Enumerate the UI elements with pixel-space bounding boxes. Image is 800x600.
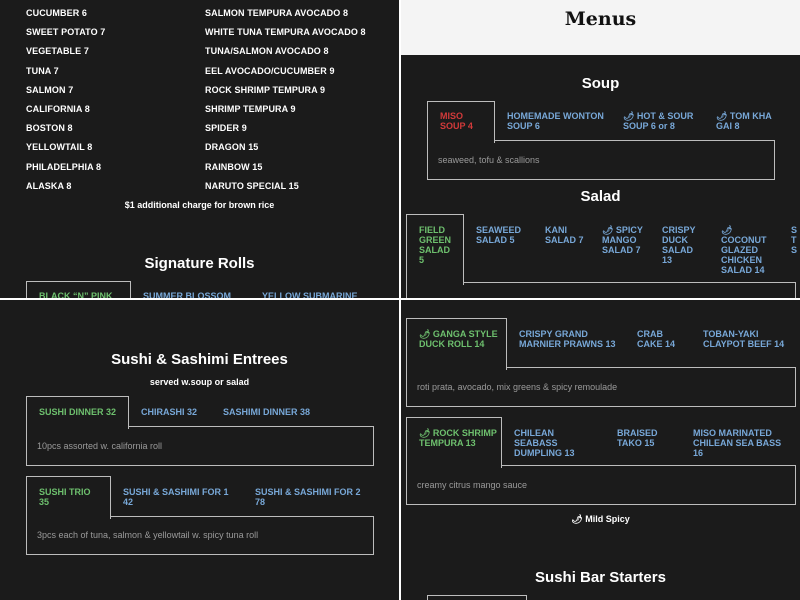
tab-miso-chilean-sea-bass[interactable]: MISO MARINATED CHILEAN SEA BASS 16: [693, 428, 782, 458]
menus-header: [401, 0, 800, 55]
roll-item: EEL AVOCADO/CUCUMBER 9: [205, 66, 335, 76]
tab-ganga-duck-roll[interactable]: 🌶 GANGA STYLE DUCK ROLL 14: [419, 329, 498, 349]
section-title-signature-rolls: Signature Rolls: [144, 255, 255, 272]
tab-seaweed-salad[interactable]: SEAWEED SALAD 5: [476, 225, 522, 245]
tab-rock-shrimp-tempura[interactable]: 🌶 ROCK SHRIMP TEMPURA 13: [419, 428, 497, 448]
tab-chirashi[interactable]: CHIRASHI 32: [141, 407, 198, 417]
roll-item: PHILADELPHIA 8: [26, 162, 102, 172]
tab-miso-soup[interactable]: MISO SOUP 4: [440, 111, 473, 131]
roll-item: SALMON 7: [26, 85, 74, 95]
tab-sushi-sashimi-for-2[interactable]: SUSHI & SASHIMI FOR 2 78: [255, 487, 361, 507]
roll-item: VEGETABLE 7: [26, 46, 89, 56]
brown-rice-note: $1 additional charge for brown rice: [124, 200, 275, 210]
tab-yellow-submarine[interactable]: YELLOW SUBMARINE: [262, 291, 358, 298]
quadrant-sushi-entrees: [0, 300, 399, 600]
roll-item: BOSTON 8: [26, 123, 73, 133]
roll-item: SWEET POTATO 7: [26, 27, 106, 37]
entrees-description-a: 10pcs assorted w. california roll: [37, 441, 163, 451]
roll-item: TUNA 7: [26, 66, 59, 76]
tab-kani-salad[interactable]: KANI SALAD 7: [545, 225, 584, 245]
tab-black-n-pink[interactable]: BLACK “N” PINK: [39, 291, 113, 298]
tab-crab-cake[interactable]: CRAB CAKE 14: [637, 329, 676, 349]
roll-item: WHITE TUNA TEMPURA AVOCADO 8: [205, 27, 366, 37]
tab-sushi-trio[interactable]: SUSHI TRIO 35: [39, 487, 91, 507]
roll-item: SPIDER 9: [205, 123, 247, 133]
menus-title: Menus: [564, 8, 637, 30]
roll-item: SALMON TEMPURA AVOCADO 8: [205, 8, 349, 18]
tab-active-border: [427, 595, 527, 600]
roll-item: DRAGON 15: [205, 142, 259, 152]
tab-spicy-mango-salad[interactable]: 🌶 SPICY MANGO SALAD 7: [602, 225, 643, 255]
roll-item: CUCUMBER 6: [26, 8, 88, 18]
mild-spicy-legend: 🌶 Mild Spicy: [571, 514, 630, 524]
tab-tom-kha-gai[interactable]: 🌶 TOM KHA GAI 8: [716, 111, 772, 131]
tab-summer-blossom[interactable]: SUMMER BLOSSOM: [143, 291, 232, 298]
quadrant-classic-rolls: [0, 0, 399, 298]
section-title-soup: Soup: [581, 75, 620, 92]
roll-item: YELLOWTAIL 8: [26, 142, 93, 152]
roll-item: RAINBOW 15: [205, 162, 263, 172]
section-title-salad: Salad: [580, 188, 621, 205]
appetizers-description-a: roti prata, avocado, mix greens & spicy remoulade: [417, 382, 618, 392]
tab-field-green-salad[interactable]: FIELD GREEN SALAD 5: [419, 225, 452, 265]
tab-sashimi-dinner[interactable]: SASHIMI DINNER 38: [223, 407, 311, 417]
roll-item: NARUTO SPECIAL 15: [205, 181, 299, 191]
entrees-description-b: 3pcs each of tuna, salmon & yellowtail w. spicy tuna roll: [37, 530, 259, 540]
tab-coconut-chicken-salad[interactable]: 🌶 COCONUT GLAZED CHICKEN SALAD 14: [721, 225, 767, 275]
quadrant-appetizers: [401, 300, 800, 600]
section-title-sushi-entrees: Sushi & Sashimi Entrees: [111, 351, 288, 368]
tab-chilean-seabass-dumpling[interactable]: CHILEAN SEABASS DUMPLING 13: [514, 428, 575, 458]
salad-panel: [406, 282, 796, 298]
tab-braised-tako[interactable]: BRAISED TAKO 15: [617, 428, 658, 448]
soup-description: seaweed, tofu & scallions: [438, 155, 540, 165]
section-title-sushi-bar-starters: Sushi Bar Starters: [535, 569, 666, 586]
entrees-subtitle: served w.soup or salad: [149, 377, 250, 387]
tab-hot-sour-soup[interactable]: 🌶 HOT & SOUR SOUP 6 or 8: [623, 111, 694, 131]
tab-crispy-duck-salad[interactable]: CRISPY DUCK SALAD 13: [662, 225, 696, 265]
tab-sushi-sashimi-for-1[interactable]: SUSHI & SASHIMI FOR 1 42: [123, 487, 229, 507]
vertical-divider: [399, 0, 401, 600]
roll-item: CALIFORNIA 8: [26, 104, 90, 114]
roll-item: TUNA/SALMON AVOCADO 8: [205, 46, 329, 56]
tab-sushi-dinner[interactable]: SUSHI DINNER 32: [39, 407, 117, 417]
roll-item: ALASKA 8: [26, 181, 72, 191]
tab-toban-yaki-beef[interactable]: TOBAN-YAKI CLAYPOT BEEF 14: [703, 329, 785, 349]
appetizers-description-b: creamy citrus mango sauce: [417, 480, 528, 490]
tab-wonton-soup[interactable]: HOMEMADE WONTON SOUP 6: [507, 111, 604, 131]
roll-item: SHRIMP TEMPURA 9: [205, 104, 296, 114]
tab-grand-marnier-prawns[interactable]: CRISPY GRAND MARNIER PRAWNS 13: [519, 329, 616, 349]
tab-salad-cut-off[interactable]: S T S: [791, 225, 798, 255]
quadrant-soup-salad: [401, 0, 800, 298]
roll-item: ROCK SHRIMP TEMPURA 9: [205, 85, 326, 95]
horizontal-divider: [0, 298, 800, 300]
